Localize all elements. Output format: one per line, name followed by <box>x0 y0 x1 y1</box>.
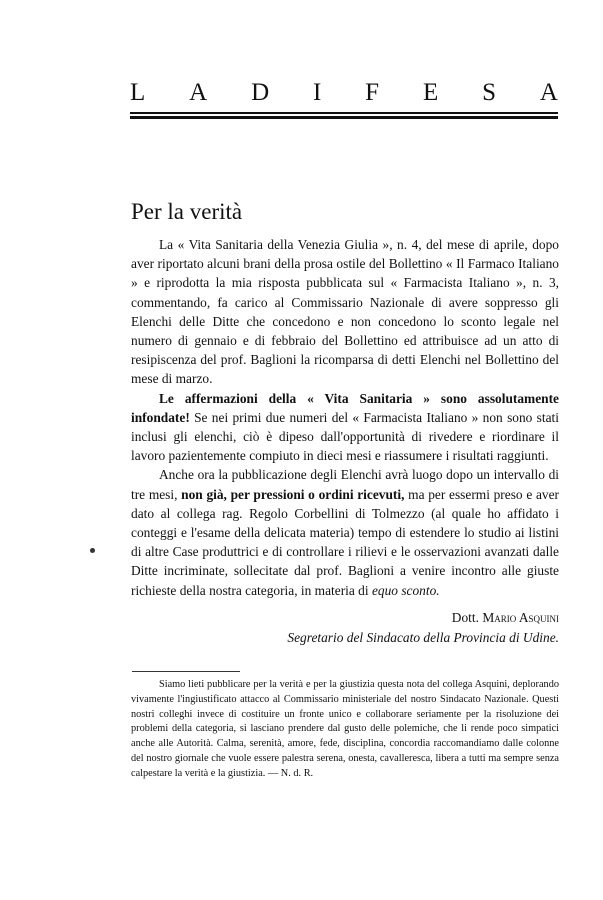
paragraph-3 <box>131 465 559 599</box>
masthead-rule-thin <box>130 112 558 114</box>
signature-role: Segretario del Sindacato della Provincia di Udine. <box>287 629 559 645</box>
article-body <box>131 235 559 648</box>
masthead-letter: A <box>189 79 208 106</box>
paragraph-3-bold: non già, per pressioni o ordini ricevuti, <box>181 486 405 502</box>
paragraph-3-text-b: ma per essermi preso e aver dato al collega rag. Regolo Corbellini di Tolmezzo (al quale ho affidato i conteggi e l'esame della delicata materia) tempo di estendere lo studio ai listini di altre Case produttrici e di controllare i rilievi e le osservazioni avanzati dalle Ditte incriminate, sollecitate dal prof. Baglioni a venire incontro alle giuste richieste della nostra categoria, in materia di <box>131 486 559 598</box>
paragraph-3-text-a: Anche ora la pubblicazione degli Elenchi avrà luogo dopo un intervallo di tre mesi, <box>131 467 559 502</box>
signature-prefix: Dott. <box>451 609 483 625</box>
masthead-letter: E <box>422 79 439 106</box>
signature-name: Mario Asquini <box>482 609 559 625</box>
signature-name-line <box>131 608 559 628</box>
masthead-letter: A <box>539 79 558 106</box>
masthead-letter: S <box>482 79 496 106</box>
editorial-footnote: Siamo lieti pubblicare per la verità e per la giustizia questa nota del collega Asquini, deplorando vivamente l'ingiustificato attacco al Commissario ministeriale del nostro Sindacato Nazionale. Questi nostri colleghi invece di costituire un fronte unico e collaborare seriamente per la risoluzione dei problemi della categoria, si lasciano prendere dal gusto delle polemiche, che li rende poco simpatici anche alle Autorità. Calma, serenità, amore, fede, disciplina, concordia raccomandiamo dalle colonne del nostro giornale che vuole essere palestra serena, onesta, cavalleresca, libera a tutti ma sempre senza calpestare la verità e la giustizia. — N. d. R. <box>131 679 559 779</box>
paragraph-2-text: Se nei primi due numeri del « Farmacista Italiano » non sono stati inclusi gli elenchi, ciò è dipeso dall'opportunità di rivedere e riordinare il lavoro pazientemente compiuto in dieci mesi e riassumere i risultati raggiunti. <box>131 409 559 464</box>
masthead-letter: D <box>251 79 270 106</box>
masthead-rule-thick <box>130 116 558 119</box>
margin-dot <box>90 548 95 553</box>
footnote-rule <box>132 671 240 672</box>
masthead-letter: I <box>312 79 322 106</box>
paragraph-3-italic: equo sconto. <box>371 582 440 598</box>
signature <box>131 608 559 648</box>
article-title: Per la verità <box>131 199 243 224</box>
paragraph-2 <box>131 389 559 466</box>
masthead-letter: F <box>365 79 380 106</box>
masthead <box>130 79 558 107</box>
paragraph-2-bold: Le affermazioni della « Vita Sanitaria » sono assolutamente infondate! <box>131 390 559 425</box>
masthead-letter: L <box>130 79 146 106</box>
paragraph-1: La « Vita Sanitaria della Venezia Giulia », n. 4, del mese di aprile, dopo aver riportato alcuni brani della prosa ostile del Bollettino « Il Farmaco Italiano » e riprodotta la mia risposta pubblicata sul « Farmacista Italiano », n. 3, commentando, fa carico al Commissario Nazionale di avere soppresso gli Elenchi delle Ditte che concedono e non concedono lo sconto legale nel numero di gennaio e di febbraio del Bollettino ed attribuisce ad un atto di resipiscenza del prof. Baglioni la ricomparsa di detti Elenchi nel Bollettino del mese di marzo. <box>131 237 559 387</box>
